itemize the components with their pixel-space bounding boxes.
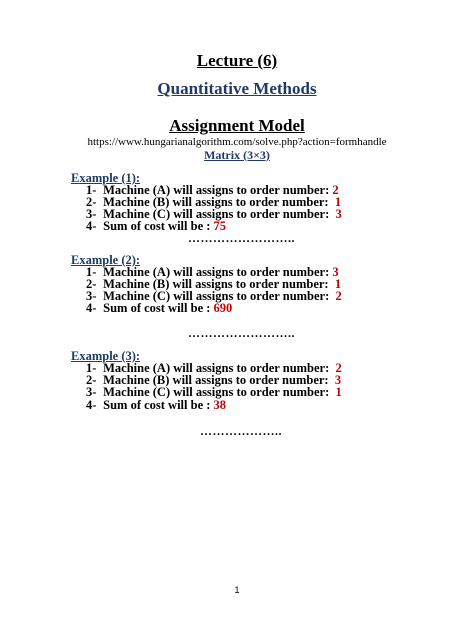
example-3-title: Example (3): <box>71 349 141 363</box>
item-value: 2 <box>332 183 339 197</box>
item-value: 1 <box>334 277 342 291</box>
lecture-title: Lecture (6) <box>196 51 278 70</box>
item-number: 4- <box>86 301 97 315</box>
subject-title: Quantitative Methods <box>157 79 317 98</box>
item-value: 3 <box>334 373 342 387</box>
item-value: 38 <box>213 398 227 412</box>
item-value: 1 <box>335 385 342 399</box>
example-2-item-4 <box>86 301 232 316</box>
item-text: Machine (C) will assigns to order number: <box>103 207 330 221</box>
item-text: Sum of cost will be : <box>103 301 211 315</box>
item-value: 3 <box>332 265 339 279</box>
item-number: 3- <box>86 385 97 399</box>
item-number: 1- <box>86 265 97 279</box>
example-3-item-4 <box>86 398 226 413</box>
item-number: 4- <box>86 219 97 233</box>
item-text: Machine (B) will assigns to order number: <box>103 373 329 387</box>
item-text: Sum of cost will be : <box>103 219 211 233</box>
matrix-size: Matrix (3×3) <box>204 148 270 162</box>
item-text: Machine (B) will assigns to order number: <box>103 195 329 209</box>
item-value: 2 <box>335 289 342 303</box>
example-2-title: Example (2): <box>71 253 141 267</box>
item-text: Sum of cost will be : <box>103 398 211 412</box>
item-value: 75 <box>213 219 227 233</box>
item-text: Machine (A) will assigns to order number: <box>103 265 330 279</box>
example-1-title: Example (1): <box>71 171 141 185</box>
item-value: 690 <box>213 301 233 315</box>
item-number: 2- <box>86 195 97 209</box>
example-2-separator: …………………….. <box>188 326 295 340</box>
page-number: 1 <box>234 585 240 595</box>
item-number: 2- <box>86 277 97 291</box>
example-3-separator: ……………….. <box>200 424 282 438</box>
item-number: 2- <box>86 373 97 387</box>
item-text: Machine (A) will assigns to order number: <box>103 183 330 197</box>
item-number: 1- <box>86 183 97 197</box>
example-1-separator: …………………….. <box>188 231 295 245</box>
item-text: Machine (B) will assigns to order number: <box>103 277 329 291</box>
item-text: Machine (C) will assigns to order number: <box>103 289 330 303</box>
item-value: 2 <box>335 361 342 375</box>
item-value: 1 <box>334 195 342 209</box>
item-number: 3- <box>86 289 97 303</box>
item-number: 1- <box>86 361 97 375</box>
item-number: 4- <box>86 398 97 412</box>
item-text: Machine (C) will assigns to order number: <box>103 385 330 399</box>
item-text: Machine (A) will assigns to order number: <box>103 361 330 375</box>
item-number: 3- <box>86 207 97 221</box>
topic-title: Assignment Model <box>169 116 305 135</box>
item-value: 3 <box>335 207 342 221</box>
solver-url: https://www.hungarianalgorithm.com/solve.php?action=formhandle <box>87 136 387 148</box>
